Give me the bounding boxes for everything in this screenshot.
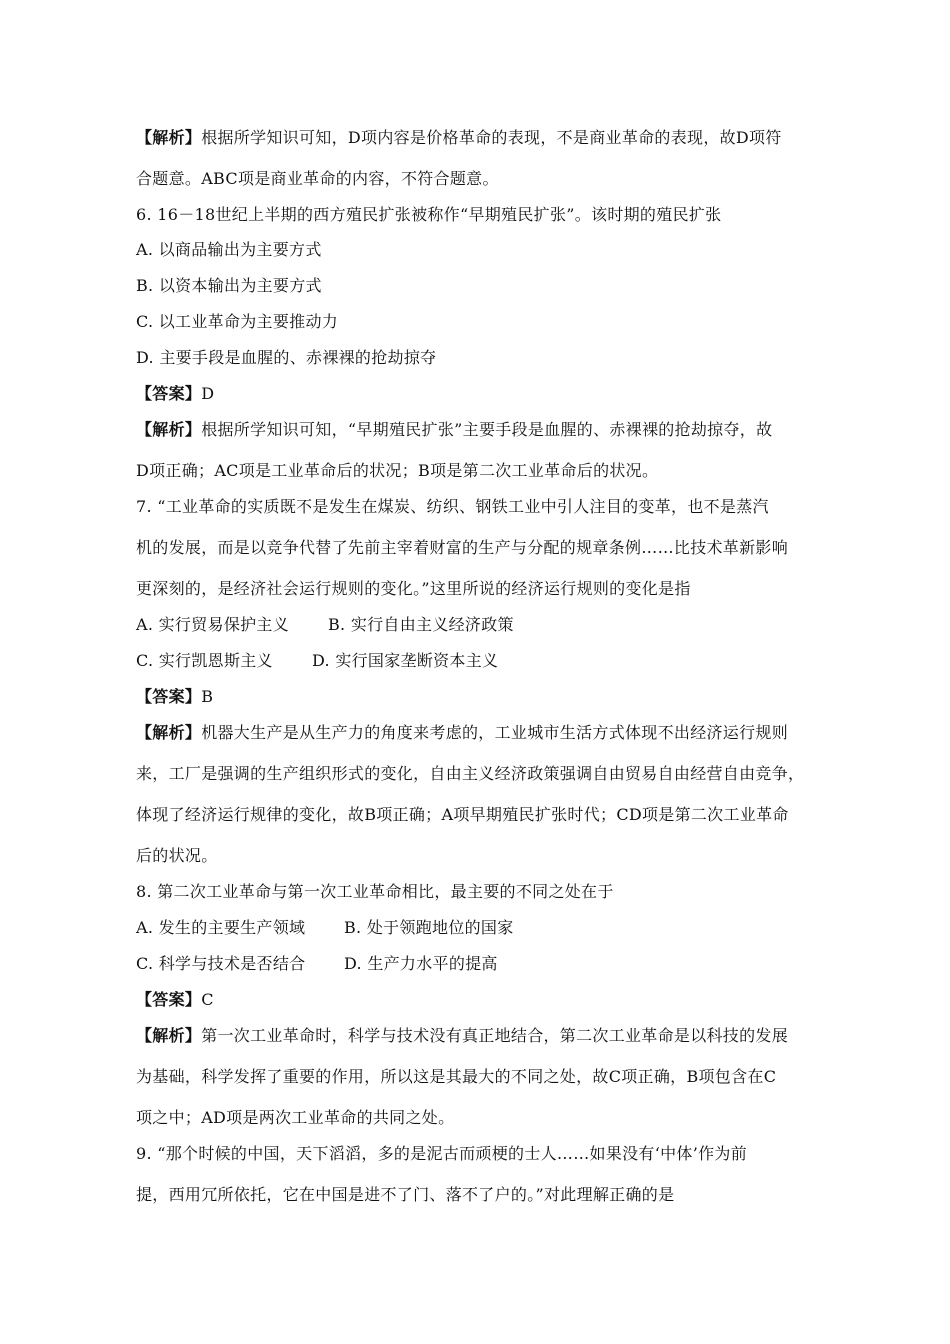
q8-option-d: D. 生产力水平的提高 xyxy=(344,954,498,973)
q6-option-c: C. 以工业革命为主要推动力 xyxy=(136,312,339,331)
q6-stem: 6. 16－18世纪上半期的西方殖民扩张被称作“早期殖民扩张”。该时期的殖民扩张 xyxy=(136,205,722,224)
q6-analysis-line-2: D项正确；AC项是工业革命后的状况；B项是第二次工业革命后的状况。 xyxy=(136,461,659,480)
q7-options-row-1 xyxy=(136,615,514,635)
q8-answer xyxy=(136,990,214,1010)
q8-analysis-line-2: 为基础，科学发挥了重要的作用，所以这是其最大的不同之处，故C项正确，B项包含在C xyxy=(136,1067,777,1086)
answer-value: C xyxy=(201,990,214,1009)
answer-value: B xyxy=(201,687,214,706)
q8-analysis-line-3: 项之中；AD项是两次工业革命的共同之处。 xyxy=(136,1108,455,1127)
q6-option-b: B. 以资本输出为主要方式 xyxy=(136,276,322,295)
q8-analysis-line-1 xyxy=(136,1026,788,1046)
q7-stem-line-2: 机的发展，而是以竞争代替了先前主宰着财富的生产与分配的规章条例……比技术革新影响 xyxy=(136,538,789,557)
analysis-text: 根据所学知识可知，“早期殖民扩张”主要手段是血腥的、赤裸裸的抢劫掠夺，故 xyxy=(201,420,773,439)
q6-option-d: D. 主要手段是血腥的、赤裸裸的抢劫掠夺 xyxy=(136,348,437,367)
q7-stem-line-3: 更深刻的，是经济社会运行规则的变化。”这里所说的经济运行规则的变化是指 xyxy=(136,579,691,598)
analysis-text: 机器大生产是从生产力的角度来考虑的，工业城市生活方式体现不出经济运行规则 xyxy=(201,723,789,742)
q8-options-row-2 xyxy=(136,954,498,974)
q6-analysis-line-1 xyxy=(136,420,772,440)
q7-option-b: B. 实行自由主义经济政策 xyxy=(328,615,514,634)
q7-option-c: C. 实行凯恩斯主义 xyxy=(136,651,273,670)
q7-answer xyxy=(136,687,213,707)
analysis-tag: 【解析】 xyxy=(136,420,202,439)
answer-tag: 【答案】 xyxy=(136,687,202,706)
analysis-text: 根据所学知识可知，D项内容是价格革命的表现，不是商业革命的表现，故D项符 xyxy=(201,128,782,147)
q8-options-row-1 xyxy=(136,918,514,938)
q7-analysis-line-4: 后的状况。 xyxy=(136,846,218,865)
analysis-text: 第一次工业革命时，科学与技术没有真正地结合，第二次工业革命是以科技的发展 xyxy=(201,1026,789,1045)
q9-stem-line-1: 9. “那个时候的中国，天下滔滔，多的是泥古而顽梗的士人……如果没有‘中体’作为前 xyxy=(136,1144,748,1163)
answer-value: D xyxy=(201,384,215,403)
analysis-tag: 【解析】 xyxy=(136,1026,202,1045)
q5-analysis-line-1 xyxy=(136,128,782,148)
q8-option-a: A. 发生的主要生产领域 xyxy=(136,918,306,937)
q7-options-row-2 xyxy=(136,651,499,671)
q7-option-d: D. 实行国家垄断资本主义 xyxy=(312,651,499,670)
q7-analysis-line-1 xyxy=(136,723,788,743)
analysis-tag: 【解析】 xyxy=(136,723,202,742)
q7-option-a: A. 实行贸易保护主义 xyxy=(136,615,290,634)
analysis-tag: 【解析】 xyxy=(136,128,202,147)
answer-tag: 【答案】 xyxy=(136,384,202,403)
q5-analysis-line-2: 合题意。ABC项是商业革命的内容，不符合题意。 xyxy=(136,169,499,188)
q7-analysis-line-2: 来，工厂是强调的生产组织形式的变化，自由主义经济政策强调自由贸易自由经营自由竞争， xyxy=(136,764,805,783)
q6-answer xyxy=(136,384,214,404)
q9-stem-line-2: 提，西用冗所依托，它在中国是进不了门、落不了户的。”对此理解正确的是 xyxy=(136,1185,675,1204)
answer-tag: 【答案】 xyxy=(136,990,202,1009)
q8-option-b: B. 处于领跑地位的国家 xyxy=(344,918,514,937)
q8-option-c: C. 科学与技术是否结合 xyxy=(136,954,306,973)
q7-stem-line-1: 7. “工业革命的实质既不是发生在煤炭、纺织、钢铁工业中引人注目的变革，也不是蒸汽 xyxy=(136,497,769,516)
q7-analysis-line-3: 体现了经济运行规律的变化，故B项正确；A项早期殖民扩张时代；CD项是第二次工业革命 xyxy=(136,805,789,824)
q6-option-a: A. 以商品输出为主要方式 xyxy=(136,240,322,259)
q8-stem: 8. 第二次工业革命与第一次工业革命相比，最主要的不同之处在于 xyxy=(136,882,614,901)
